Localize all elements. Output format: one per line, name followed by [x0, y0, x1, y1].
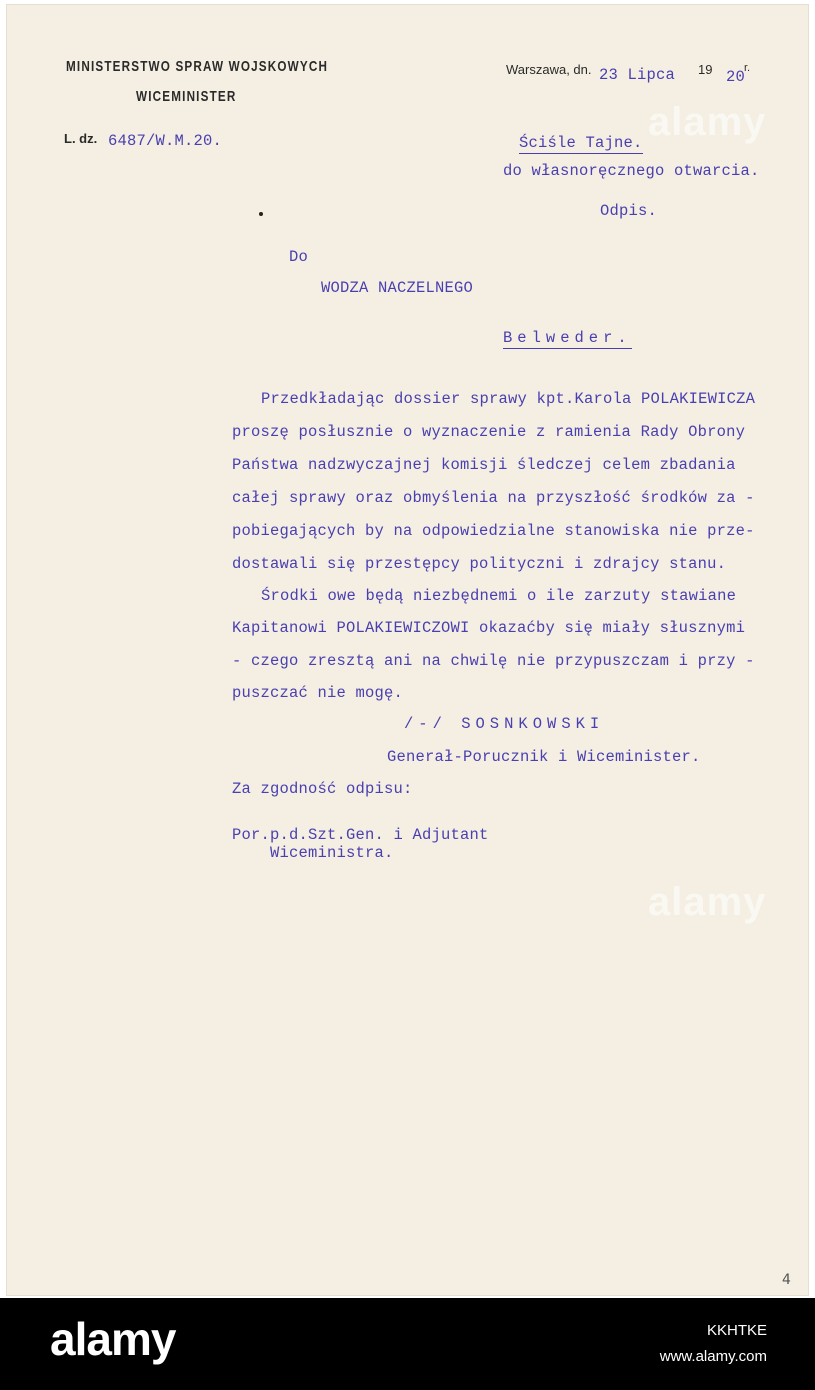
reference-number: 6487/W.M.20.	[108, 132, 223, 150]
certification-line: Por.p.d.Szt.Gen. i Adjutant	[232, 826, 489, 844]
date-place: Warszawa, dn.	[506, 62, 592, 77]
body-line: puszczać nie mogę.	[232, 684, 404, 702]
stock-footer	[0, 1298, 815, 1390]
ink-dot	[259, 212, 263, 216]
date-year-suffix: r.	[744, 62, 751, 74]
body-line: Przedkładając dossier sprawy kpt.Karola POLAKIEWICZA	[261, 390, 756, 408]
watermark-text: alamy	[648, 880, 767, 924]
addressee-recipient: WODZA NACZELNEGO	[321, 279, 474, 297]
classification-instruction: do własnoręcznego otwarcia.	[503, 162, 760, 180]
letterhead-office: WICEMINISTER	[136, 88, 237, 105]
reference-label: L. dz.	[64, 131, 98, 146]
signature-name: /-/ SOSNKOWSKI	[404, 715, 605, 733]
image-code: KKHTKE	[706, 1322, 767, 1339]
body-line: Środki owe będą niezbędnemi o ile zarzuty stawiane	[261, 587, 737, 605]
date-year-prefix: 19	[698, 62, 713, 77]
document-page	[6, 4, 809, 1296]
date-typed: 23 Lipca	[599, 66, 676, 84]
body-line: proszę posłusznie o wyznaczenie z ramienia Rady Obrony	[232, 423, 746, 441]
certification-line: Wiceministra.	[270, 844, 394, 862]
addressee-to: Do	[289, 248, 309, 266]
body-line: pobiegających by na odpowiedzialne stanowiska nie prze-	[232, 522, 755, 540]
certification-label: Za zgodność odpisu:	[232, 780, 413, 798]
body-line: dostawali się przestępcy polityczni i zdrajcy stanu.	[232, 555, 727, 573]
classification-copy: Odpis.	[600, 202, 658, 220]
classification-secret: Ściśle Tajne.	[519, 134, 643, 152]
letterhead-ministry: MINISTERSTWO SPRAW WOJSKOWYCH	[66, 58, 329, 75]
body-line: - czego zresztą ani na chwilę nie przypuszczam i przy -	[232, 652, 755, 670]
body-line: Państwa nadzwyczajnej komisji śledczej celem zbadania	[232, 456, 736, 474]
body-line: całej sprawy oraz obmyślenia na przyszłość środków za -	[232, 489, 755, 507]
addressee-location: Belweder.	[503, 329, 632, 347]
watermark-text: alamy	[648, 100, 767, 144]
page-number-mark: 4	[782, 1272, 791, 1288]
site-url: www.alamy.com	[659, 1348, 767, 1365]
body-line: Kapitanowi POLAKIEWICZOWI okazaćby się miały słusznymi	[232, 619, 746, 637]
alamy-logo: alamy	[50, 1313, 176, 1365]
signature-title: Generał-Porucznik i Wiceminister.	[387, 748, 701, 766]
date-year-typed: 20	[726, 68, 746, 86]
